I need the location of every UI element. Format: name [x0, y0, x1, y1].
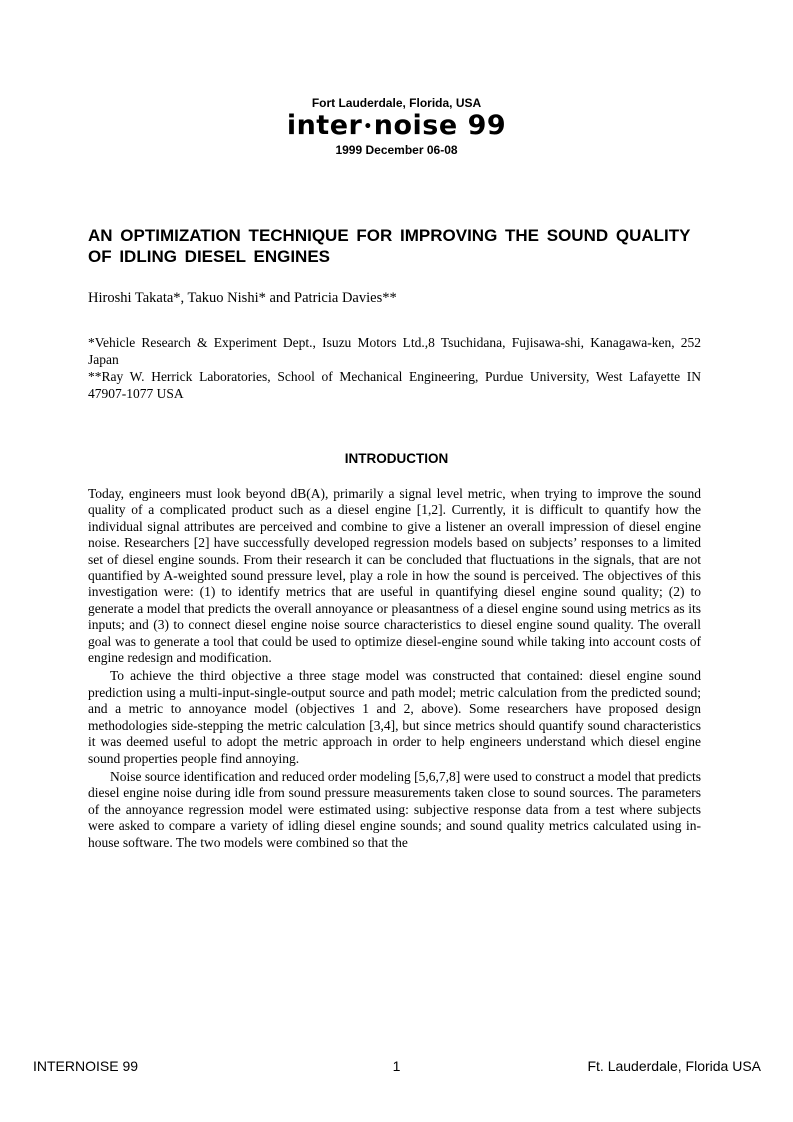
paper-title: AN OPTIMIZATION TECHNIQUE FOR IMPROVING THE SOUND QUALITY OF IDLING DIESEL ENGINES: [88, 226, 691, 266]
conference-header: [0, 96, 793, 157]
logo-left: inter: [286, 110, 363, 141]
logo-right: noise 99: [373, 110, 507, 141]
footer-conference: INTERNOISE 99: [33, 1058, 139, 1074]
section-heading: INTRODUCTION: [344, 451, 449, 466]
affiliation-1: *Vehicle Research & Experiment Dept., Isuzu Motors Ltd.,8 Tsuchidana, Fujisawa-shi, Kanagawa-ken, 252 Japan: [88, 335, 701, 367]
conference-logo: [0, 112, 793, 141]
footer-location: Ft. Lauderdale, Florida USA: [587, 1058, 761, 1074]
paragraph: Today, engineers must look beyond dB(A), primarily a signal level metric, when trying to improve the sound quality of a complicated product such as a diesel engine [1,2]. Currently, it is difficult to quantify how the individual signal attributes are perceived and combine to give a listener an overall impression of diesel engine noise. Researchers [2] have successfully developed regression models based on subjects’ responses to a limited set of diesel engine sounds. From their research it can be concluded that fluctuations in the signals, that are not quantified by A-weighted sound pressure level, play a role in how the sound is perceived. The objectives of this investigation were: (1) to identify metrics that are useful in quantifying diesel engine sound quality; (2) to generate a model that predicts the overall annoyance or pleasantness of a diesel engine sound using metrics as its inputs; and (3) to connect diesel engine noise source characteristics to diesel engine sound quality. The overall goal was to generate a tool that could be used to optimize diesel-engine sound while taking into account costs of engine redesign and modification.: [88, 486, 701, 666]
page-number: 1: [392, 1058, 401, 1074]
logo-separator: •: [363, 118, 373, 135]
paragraph: To achieve the third objective a three stage model was constructed that contained: diesel engine sound prediction using a multi-input-single-output source and path model; metric calculation from the predicted sound; and a metric to annoyance model (objectives 1 and 2, above). Some researchers have proposed design methodologies side-stepping the metric calculation [3,4], but since metrics should quantify sound characteristics it was deemed useful to adopt the metric approach in order to help engineers understand which diesel engine sound properties people find annoying.: [88, 668, 701, 766]
paper-authors: Hiroshi Takata*, Takuo Nishi* and Patricia Davies**: [88, 290, 397, 306]
conference-location: Fort Lauderdale, Florida, USA: [311, 96, 482, 110]
affiliation-2: **Ray W. Herrick Laboratories, School of Mechanical Engineering, Purdue University, West Lafayette IN 47907-1077 USA: [88, 369, 701, 401]
body-text: [88, 486, 701, 853]
affiliations: [88, 334, 701, 402]
conference-dates: 1999 December 06-08: [335, 142, 458, 157]
paragraph: Noise source identification and reduced order modeling [5,6,7,8] were used to construct a model that predicts diesel engine noise during idle from sound pressure measurements taken close to sound sources. The parameters of the annoyance regression model were estimated using: subjective response data from a test where subjects were asked to compare a variety of idling diesel engine sounds; and sound quality metrics calculated using in-house software. The two models were combined so that the: [88, 768, 701, 850]
